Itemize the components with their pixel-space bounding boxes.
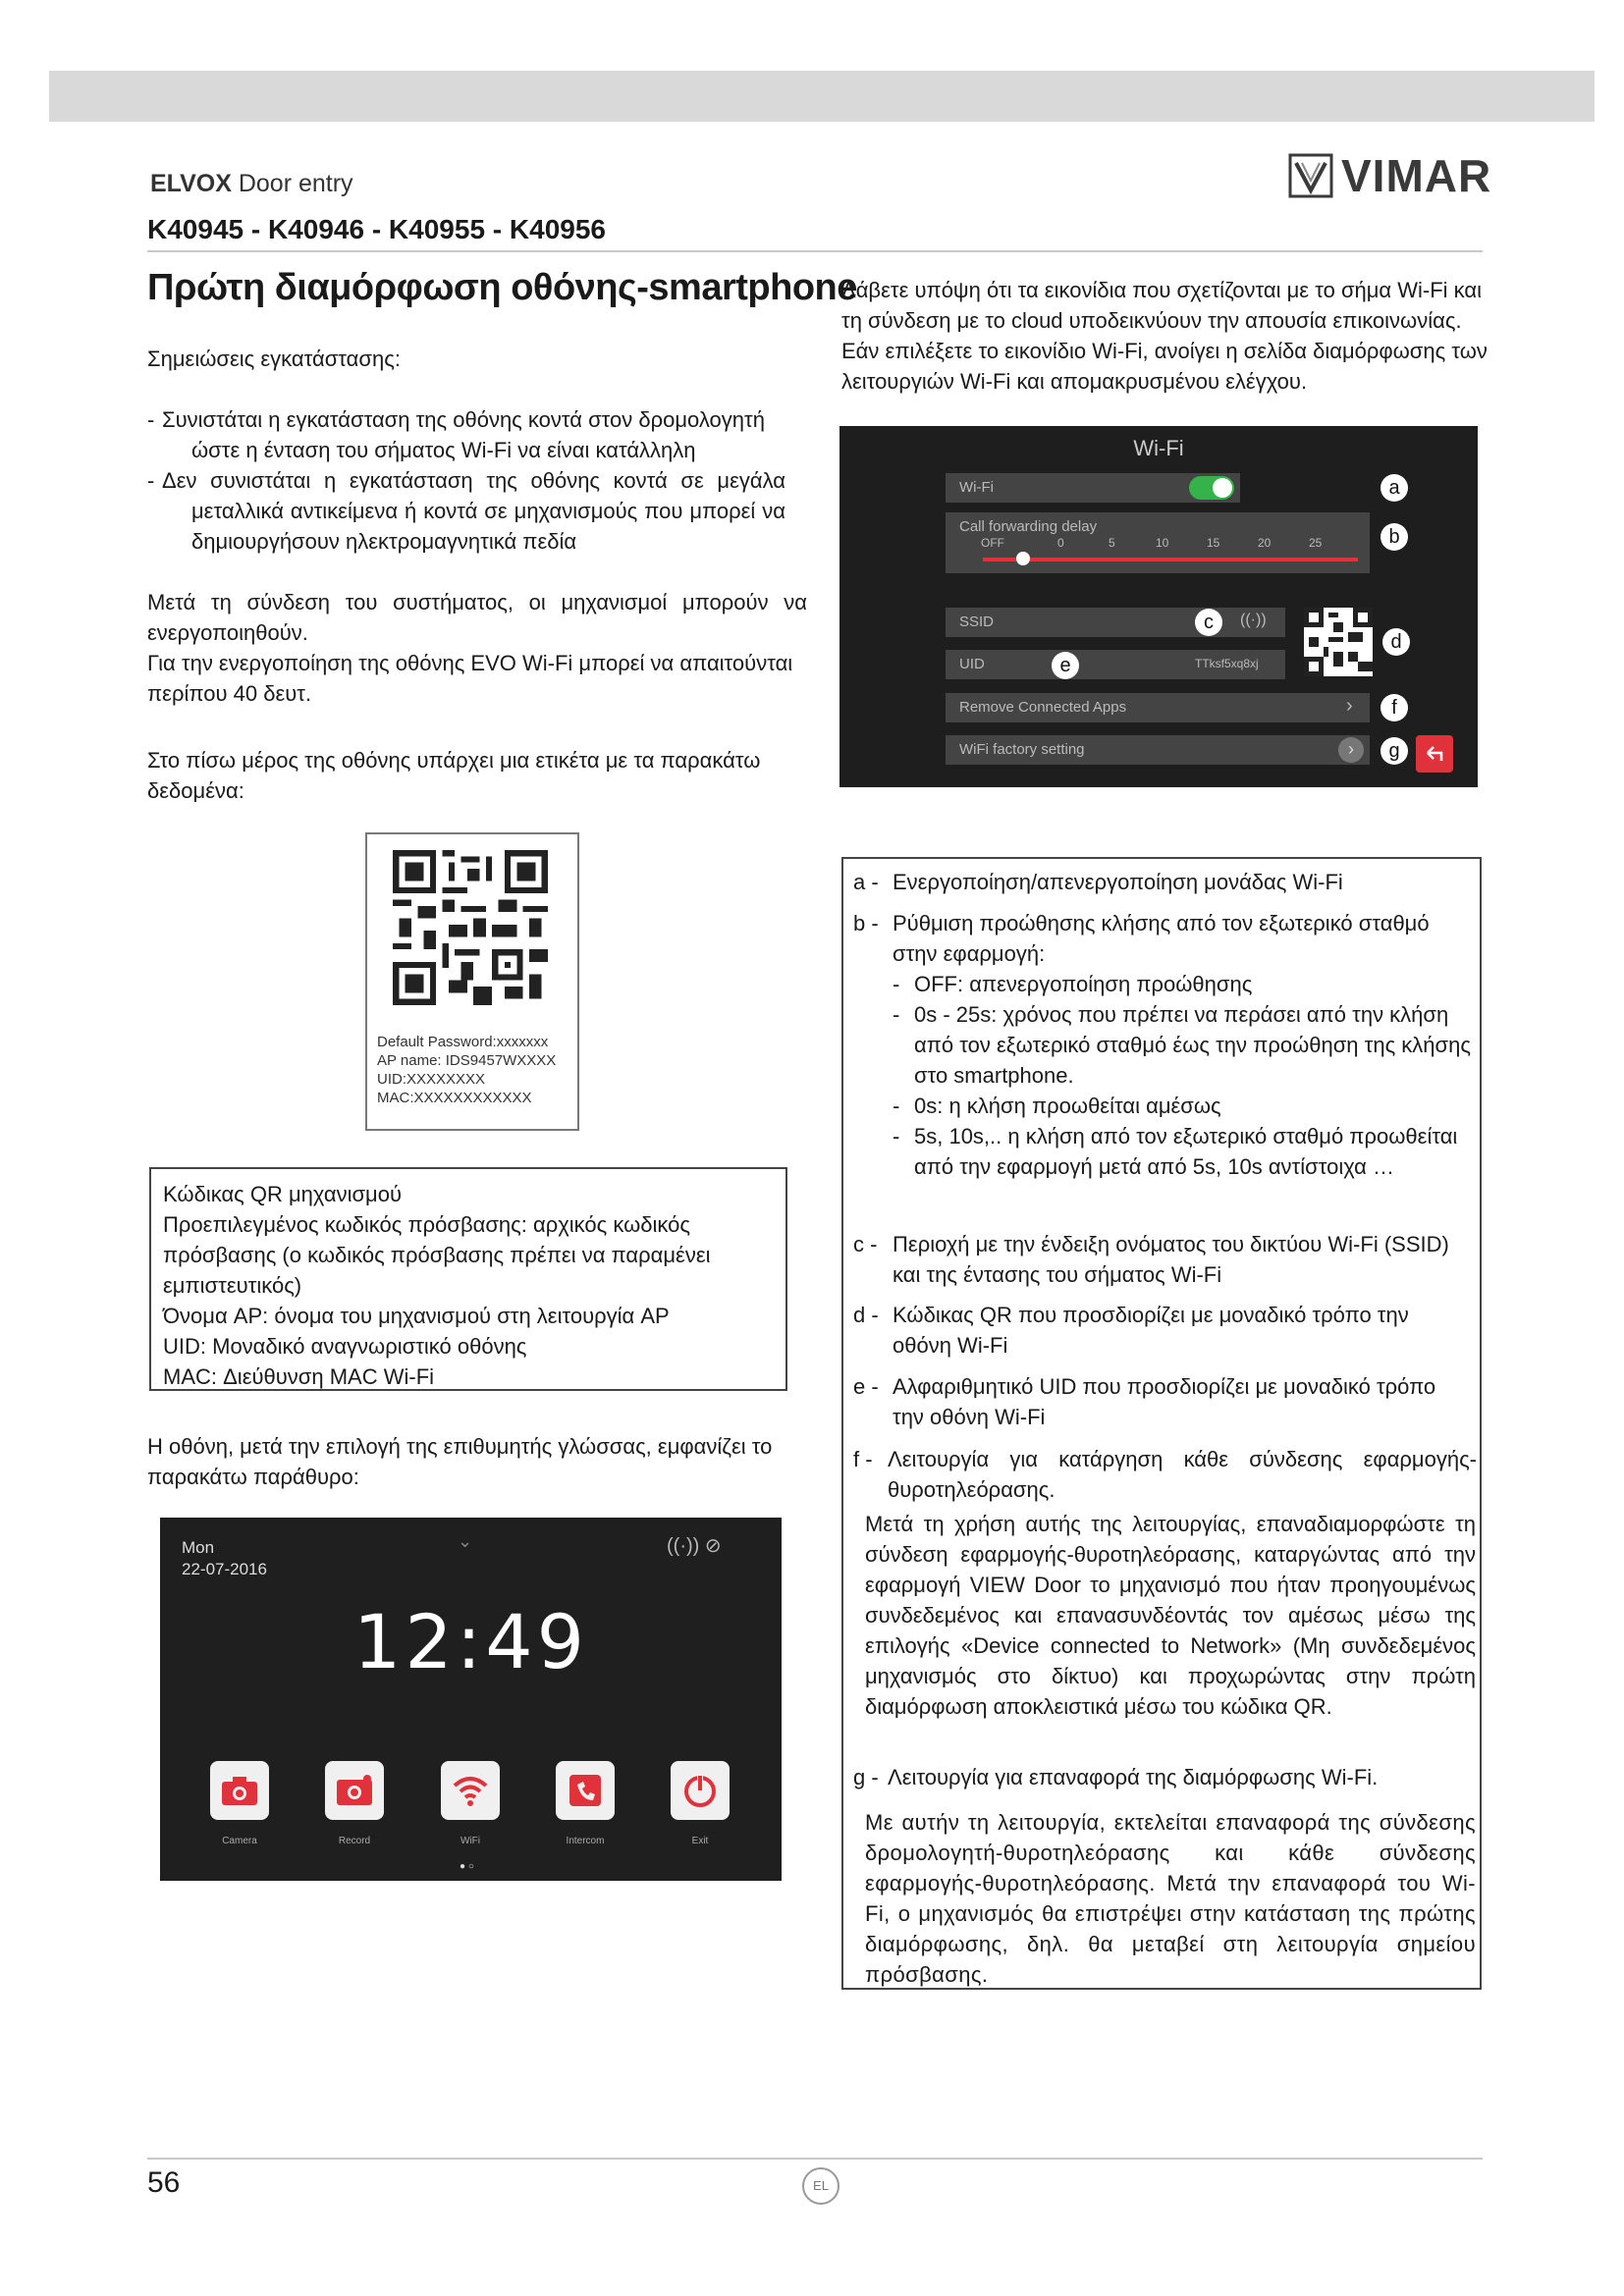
chevron-down-icon: ⌄ — [458, 1531, 473, 1551]
uid-row — [946, 650, 1285, 679]
legend-b: Ρύθμιση προώθησης κλήσης από τον εξωτερικό σταθμό στην εφαρμογή: — [893, 911, 1430, 966]
legend-g-note: Με αυτήν τη λειτουργία, εκτελείται επαναφορά της σύνδεσης δρομολογητή-θυροτηλεόρασης και κάθε σύνδεσης εφαρμογής-θυροτηλεόρασης. Μετά την επαναφορά του Wi-Fi, ο μηχανισμός θα επιστρέψει στην κατάσταση της πρώτης διαμόρφωσης, δηλ. θα μεταβεί στη λειτουργία σημείου πρόσβασης. — [865, 1810, 1476, 1987]
vimar-logo — [1288, 149, 1491, 202]
legend-key-c: c - — [853, 1232, 878, 1256]
camera-app-icon — [210, 1761, 269, 1820]
legend-g: Λειτουργία για επαναφορά της διαμόρφωσης Wi-Fi. — [888, 1765, 1379, 1789]
factory-setting-row — [946, 735, 1370, 765]
language-badge-icon: EL — [802, 2167, 839, 2205]
back-button — [1416, 735, 1453, 773]
page-title: Πρώτη διαμόρφωση οθόνης-smartphone — [147, 267, 857, 308]
label-text — [377, 1033, 556, 1107]
legend-e: Αλφαριθμητικό UID που προσδιορίζει με μοναδικό τρόπο την οθόνη Wi-Fi — [893, 1374, 1436, 1429]
brand — [150, 170, 353, 198]
box-line: MAC: Διεύθυνση MAC Wi-Fi — [163, 1364, 435, 1389]
legend-f: Λειτουργία για κατάργηση κάθε σύνδεσης εφαρμογής-θυροτηλεόρασης. — [888, 1447, 1477, 1502]
uid-label: UID — [959, 656, 985, 672]
signal-icon: ((·)) — [1240, 612, 1267, 628]
legend-key-f: f - — [853, 1447, 873, 1471]
toggle-knob — [1213, 478, 1232, 498]
app-label: Intercom — [566, 1836, 605, 1846]
wifi-toggle — [1189, 476, 1234, 500]
app-label: Exit — [691, 1836, 709, 1846]
home-date — [182, 1537, 267, 1580]
header-divider — [147, 250, 1483, 252]
sub-item-text: 0s: η κλήση προωθείται αμέσως — [914, 1094, 1221, 1118]
cloud-off-icon: ⊘ — [704, 1535, 722, 1557]
legend-key-a: a - — [853, 870, 879, 894]
legend-f-note: Μετά τη χρήση αυτής της λειτουργίας, επαναδιαμορφώστε τη σύνδεση εφαρμογής-θυροτηλεόρασης, καταργώντας από την εφαρμογή VIEW Door το μηχανισμό που ήταν προηγουμένως συνδεδεμένος και επανασυνδέοντάς τον αμέσως μέσω της επιλογής «Device connected to Network» (Μη συνδεδεμένος μηχανισμός στο δίκτυο) και προχωρώντας στην πρώτη διαμόρφωση αποκλειστικά μέσω του κώδικα QR. — [865, 1512, 1476, 1719]
status-icons — [667, 1533, 722, 1558]
sub-item: - 5s, 10s,.. η κλήση από τον εξωτερικό σταθμό προωθείται από την εφαρμογή μετά από 5s, 10s αντίστοιχα … — [893, 1124, 1458, 1179]
para-activation-time: Για την ενεργοποίηση της οθόνης EVO Wi-Fi μπορεί να απαιτούνται περίπου 40 δευτ. — [147, 651, 793, 706]
device-label — [365, 832, 579, 1131]
tick-label: 5 — [1109, 536, 1115, 550]
para-home-screen-intro: Η οθόνη, μετά την επιλογή της επιθυμητής γλώσσας, εμφανίζει το παρακάτω παράθυρο: — [147, 1434, 773, 1489]
footer-divider — [147, 2158, 1483, 2160]
callout-f: f — [1380, 694, 1408, 721]
vimar-text: VIMAR — [1341, 150, 1492, 201]
tick-label: 20 — [1258, 536, 1272, 550]
qr-code-icon — [393, 850, 548, 1005]
bullet-text: Συνιστάται η εγκατάσταση της οθόνης κοντά στον δρομολογητή ώστε η ένταση του σήματος Wi-Fi να είναι κατάλληλη — [162, 407, 765, 462]
sub-item-text: 0s - 25s: χρόνος που πρέπει να περάσει από την κλήση από τον εξωτερικό σταθμό έως την προώθηση της κλήσης στο smartphone. — [914, 1002, 1471, 1088]
back-arrow-icon — [1416, 735, 1453, 773]
sub-item: - OFF: απενεργοποίηση προώθησης — [893, 972, 1253, 996]
tick-label: OFF — [981, 536, 1004, 550]
app-label: WiFi — [460, 1836, 480, 1846]
intercom-app-icon — [556, 1761, 615, 1820]
callout-a: a — [1380, 474, 1408, 502]
slider-handle — [1016, 552, 1030, 565]
chevron-right-icon: › — [1338, 737, 1364, 763]
sub-item: - 0s: η κλήση προωθείται αμέσως — [893, 1094, 1221, 1118]
bullet-item: - Συνιστάται η εγκατάσταση της οθόνης κοντά στον δρομολογητή ώστε η ένταση του σήματος Wi-Fi να είναι κατάλληλη — [147, 404, 785, 465]
factory-setting-label: WiFi factory setting — [959, 741, 1085, 758]
top-bar — [49, 71, 1595, 122]
callout-e: e — [1052, 652, 1079, 679]
label-explanation-box — [149, 1167, 787, 1391]
tick-label: 15 — [1207, 536, 1220, 550]
callout-g: g — [1380, 737, 1408, 765]
label-default-password: Default Password:xxxxxxx — [377, 1034, 549, 1050]
tick-label: 0 — [1057, 536, 1064, 550]
call-forwarding-row — [946, 512, 1370, 573]
exit-app-icon — [671, 1761, 730, 1820]
box-line: UID: Μοναδικό αναγνωριστικό οθόνης — [163, 1334, 527, 1359]
antenna-icon: ((·)) — [667, 1535, 700, 1557]
label-ap-name: AP name: IDS9457WXXXX — [377, 1052, 557, 1069]
page-number: 56 — [147, 2166, 181, 2199]
para-label-intro: Στο πίσω μέρος της οθόνης υπάρχει μια ετικέτα με τα παρακάτω δεδομένα: — [147, 748, 761, 803]
home-date-value: 22-07-2016 — [182, 1560, 267, 1578]
legend-key-e: e - — [853, 1374, 879, 1399]
chevron-right-icon: › — [1346, 695, 1353, 717]
app-label: Record — [338, 1836, 371, 1846]
sub-item: - 0s - 25s: χρόνος που πρέπει να περάσει από την κλήση από τον εξωτερικό σταθμό έως την προώθηση της κλήσης στο smartphone. — [893, 1002, 1471, 1088]
record-app-icon — [325, 1761, 384, 1820]
label-mac: MAC:XXXXXXXXXXXX — [377, 1090, 532, 1106]
model-codes: K40945 - K40946 - K40955 - K40956 — [147, 214, 606, 244]
legend-box — [841, 857, 1482, 1990]
ssid-row — [946, 608, 1285, 637]
legend-a: Ενεργοποίηση/απενεργοποίηση μονάδας Wi-Fi — [893, 870, 1343, 894]
wifi-row-label: Wi-Fi — [959, 479, 994, 496]
page-dots: ● ○ — [460, 1861, 474, 1872]
wifi-settings-screen — [839, 426, 1478, 787]
bullet-item: - Δεν συνιστάται η εγκατάσταση της οθόνης κοντά σε μεγάλα μεταλλικά αντικείμενα ή κοντά σε μηχανισμούς που μπορεί να δημιουργήσουν ηλεκτρομαγνητικά πεδία — [147, 465, 785, 557]
sub-item-text: OFF: απενεργοποίηση προώθησης — [914, 972, 1253, 996]
legend-key-g: g - — [853, 1765, 879, 1789]
call-forwarding-label: Call forwarding delay — [959, 518, 1098, 535]
brand-rest: Door entry — [231, 170, 353, 197]
wifi-qr-code-icon — [1304, 608, 1373, 676]
remove-apps-row — [946, 693, 1370, 722]
wifi-app-icon — [441, 1761, 500, 1820]
legend-key-b: b - — [853, 911, 879, 935]
tick-label: 25 — [1309, 536, 1323, 550]
remove-apps-label: Remove Connected Apps — [959, 699, 1127, 716]
callout-b: b — [1380, 523, 1408, 551]
home-screen-image — [160, 1518, 782, 1881]
brand-bold: ELVOX — [150, 170, 232, 197]
wifi-row — [946, 473, 1240, 503]
ssid-label: SSID — [959, 614, 995, 630]
legend-key-d: d - — [853, 1303, 879, 1327]
install-notes-heading: Σημειώσεις εγκατάστασης: — [147, 347, 401, 371]
wifi-screen-title: Wi-Fi — [1133, 436, 1184, 460]
legend-d: Κώδικας QR που προσδιορίζει με μοναδικό τρόπο την οθόνη Wi-Fi — [893, 1303, 1409, 1358]
box-line: Κώδικας QR μηχανισμού — [163, 1182, 402, 1206]
label-uid: UID:XXXXXXXX — [377, 1071, 486, 1088]
sub-item-text: 5s, 10s,.. η κλήση από τον εξωτερικό σταθμό προωθείται από την εφαρμογή μετά από 5s, 10s αντίστοιχα … — [914, 1124, 1458, 1179]
vimar-emblem-icon — [1288, 153, 1333, 198]
callout-c: c — [1195, 609, 1222, 636]
delay-slider — [983, 558, 1358, 561]
install-bullets — [147, 404, 785, 557]
app-label: Camera — [222, 1836, 257, 1846]
uid-value: TTksf5xq8xj — [1195, 657, 1259, 670]
legend-b-sublist — [893, 969, 1472, 1182]
home-clock: 12:49 — [352, 1598, 589, 1685]
home-day: Mon — [182, 1538, 215, 1557]
right-intro: Λάβετε υπόψη ότι τα εικονίδια που σχετίζονται με το σήμα Wi-Fi και τη σύνδεση με το cloud υποδεικνύουν την απουσία επικοινωνίας. Εάν επιλέξετε το εικονίδιο Wi-Fi, ανοίγει η σελίδα διαμόρφωσης των λειτουργιών Wi-Fi και απομακρυσμένου ελέγχου. — [841, 278, 1488, 394]
callout-d: d — [1382, 628, 1410, 656]
bullet-text: Δεν συνιστάται η εγκατάσταση της οθόνης κοντά σε μεγάλα μεταλλικά αντικείμενα ή κοντά σε μηχανισμούς που μπορεί να δημιουργήσουν ηλεκτρομαγνητικά πεδία — [162, 468, 785, 554]
legend-c: Περιοχή με την ένδειξη ονόματος του δικτύου Wi-Fi (SSID) και της έντασης του σήματος Wi-Fi — [893, 1232, 1449, 1287]
para-after-connection: Μετά τη σύνδεση του συστήματος, οι μηχανισμοί μπορούν να ενεργοποιηθούν. — [147, 590, 807, 645]
box-line: Προεπιλεγμένος κωδικός πρόσβασης: αρχικός κωδικός πρόσβασης (ο κωδικός πρόσβασης πρέπει να παραμένει εμπιστευτικός) — [163, 1212, 711, 1298]
tick-label: 10 — [1156, 536, 1169, 550]
box-line: Όνομα AP: όνομα του μηχανισμού στη λειτουργία AP — [163, 1304, 670, 1328]
